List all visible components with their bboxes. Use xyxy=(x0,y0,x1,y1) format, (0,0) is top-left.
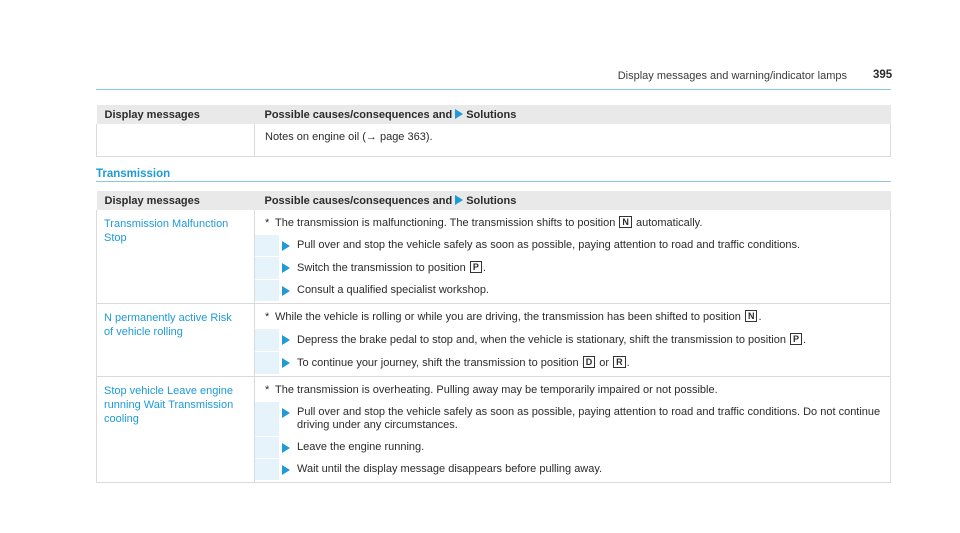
col-header-display-messages: Display messages xyxy=(97,105,255,124)
solution-text: Pull over and stop the vehicle safely as soon as possible, paying attention to road and traffic conditions. Do not continue driving under any circumstances. xyxy=(297,406,881,431)
solution-text: Pull over and stop the vehicle safely as soon as possible, paying attention to road and traffic conditions. xyxy=(297,239,801,251)
section-title: Transmission xyxy=(96,168,171,180)
cause-text xyxy=(265,216,882,230)
solution-text: Switch the transmission to position xyxy=(297,262,466,274)
solution-step xyxy=(265,356,882,370)
display-message: N permanently active Risk of vehicle rolling xyxy=(104,312,232,338)
table-row xyxy=(97,210,891,304)
solution-shade xyxy=(255,257,279,279)
gear-p-icon: P xyxy=(790,333,802,345)
arrow-right-icon xyxy=(282,465,290,475)
header-divider xyxy=(96,89,891,90)
page-header xyxy=(0,0,960,90)
arrow-right-icon xyxy=(455,109,463,119)
message-cell xyxy=(97,304,255,377)
cause-text-b: automatically. xyxy=(635,217,703,229)
solution-text-or: or xyxy=(599,357,610,369)
solution-shade xyxy=(255,280,279,301)
col-header-causes xyxy=(255,105,891,124)
cause-text-a: The transmission is malfunctioning. The transmission shifts to position xyxy=(275,217,616,229)
arrow-right-icon xyxy=(282,263,290,273)
display-message: Stop vehicle Leave engine running Wait Transmission cooling xyxy=(104,385,234,425)
solution-text-end: . xyxy=(626,357,630,369)
solution-step xyxy=(265,261,882,275)
cause-text xyxy=(265,310,882,324)
arrow-right-icon xyxy=(455,195,463,205)
causes-cell xyxy=(255,124,891,157)
transmission-table xyxy=(96,191,891,483)
gear-r-icon: R xyxy=(613,356,626,368)
col-header-display-messages: Display messages xyxy=(97,191,255,210)
solution-text: Wait until the display message disappears before pulling away. xyxy=(297,463,603,475)
display-message: Transmission Malfunction Stop xyxy=(104,218,229,244)
arrow-right-icon xyxy=(282,286,290,296)
table-row xyxy=(97,304,891,377)
table-row xyxy=(97,124,891,157)
asterisk: * xyxy=(265,217,270,229)
causes-cell xyxy=(255,304,891,377)
engine-oil-note: Notes on engine oil (→ page 363). xyxy=(265,131,433,143)
solution-step xyxy=(265,284,882,297)
arrow-right-icon xyxy=(282,408,290,418)
cause-text-a: The transmission is overheating. Pulling away may be temporarily impaired or not possible. xyxy=(275,384,718,396)
solution-shade xyxy=(255,329,279,351)
page-number: 395 xyxy=(873,69,893,81)
solution-text: Leave the engine running. xyxy=(297,441,425,453)
solution-shade xyxy=(255,459,279,480)
solution-shade xyxy=(255,352,279,374)
causes-cell xyxy=(255,377,891,483)
solution-step xyxy=(265,441,882,454)
cause-text-b: . xyxy=(758,311,762,323)
col-header-solutions-label: Solutions xyxy=(466,108,517,121)
solution-step xyxy=(265,333,882,347)
arrow-right-icon xyxy=(282,358,290,368)
asterisk: * xyxy=(265,311,270,323)
arrow-right-icon xyxy=(282,241,290,251)
engine-oil-table xyxy=(96,105,891,157)
table-row xyxy=(97,377,891,483)
causes-cell xyxy=(255,210,891,304)
message-cell xyxy=(97,377,255,483)
gear-d-icon: D xyxy=(583,356,596,368)
section-divider xyxy=(96,181,891,182)
solution-shade xyxy=(255,437,279,458)
arrow-right-icon xyxy=(282,443,290,453)
solution-text-end: . xyxy=(482,262,486,274)
solution-text-end: . xyxy=(803,334,807,346)
col-header-causes-label: Possible causes/consequences and xyxy=(264,194,453,207)
gear-n-icon: N xyxy=(745,310,758,322)
col-header-causes-label: Possible causes/consequences and xyxy=(264,108,453,121)
solution-step xyxy=(265,406,882,432)
col-header-causes xyxy=(255,191,891,210)
solution-shade xyxy=(255,402,279,436)
message-cell xyxy=(97,210,255,304)
header-title: Display messages and warning/indicator lamps xyxy=(617,70,847,82)
solution-text: Depress the brake pedal to stop and, when the vehicle is stationary, shift the transmission to position xyxy=(297,334,786,346)
solution-step xyxy=(265,463,882,476)
cause-text-a: While the vehicle is rolling or while you are driving, the transmission has been shifted to position xyxy=(275,311,741,323)
table-header-row xyxy=(97,105,891,124)
solution-text: Consult a qualified specialist workshop. xyxy=(297,284,489,296)
solution-text: To continue your journey, shift the transmission to position xyxy=(297,357,579,369)
gear-n-icon: N xyxy=(619,216,632,228)
message-cell xyxy=(97,124,255,157)
table-header-row xyxy=(97,191,891,210)
solution-step xyxy=(265,239,882,252)
gear-p-icon: P xyxy=(470,261,482,273)
arrow-right-icon xyxy=(282,335,290,345)
col-header-solutions-label: Solutions xyxy=(466,194,517,207)
cause-text xyxy=(265,383,882,397)
solution-shade xyxy=(255,235,279,256)
asterisk: * xyxy=(265,384,270,396)
